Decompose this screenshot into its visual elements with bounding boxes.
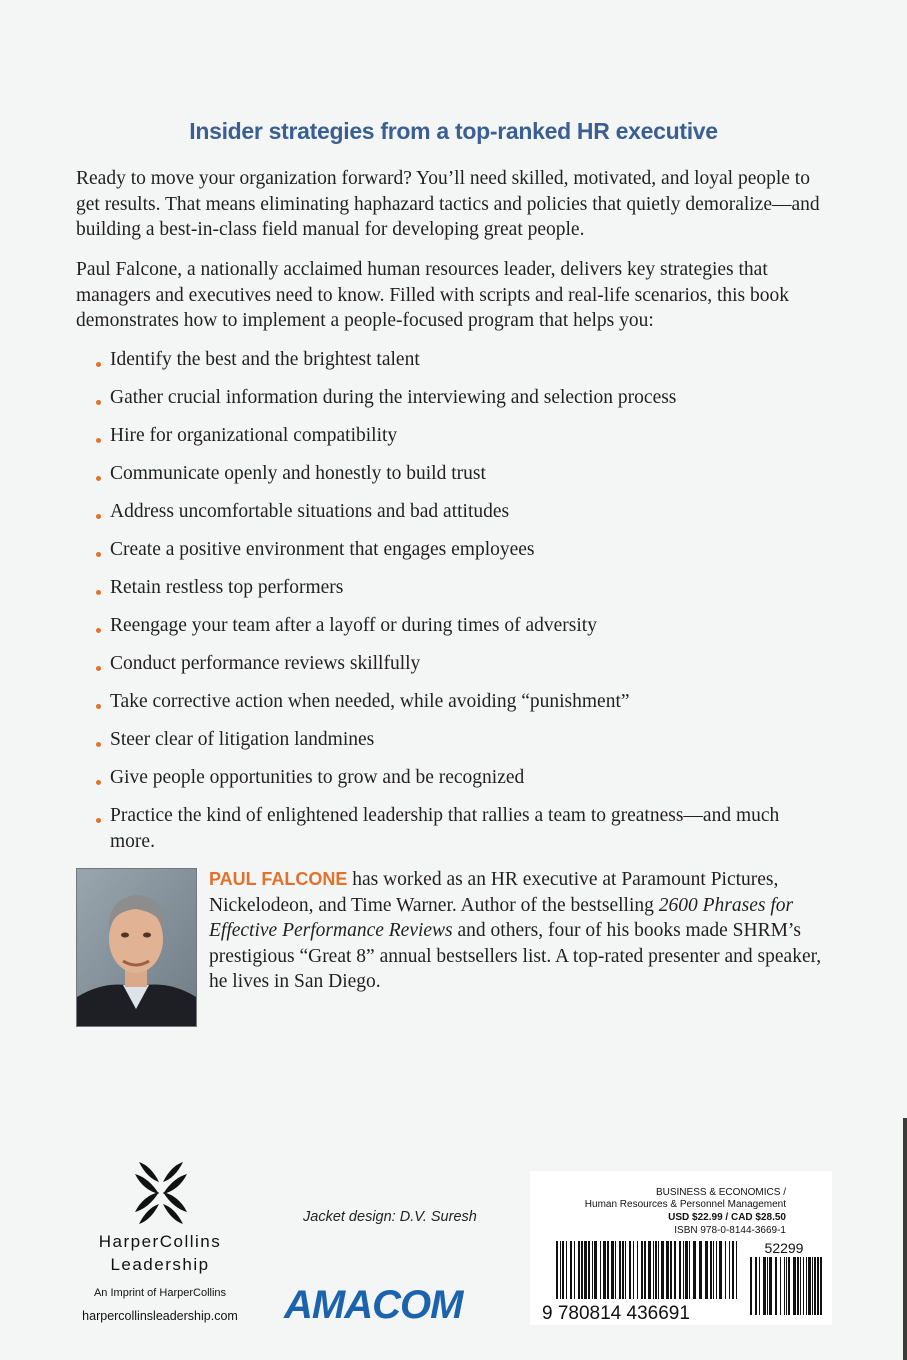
intro-paragraph-1: Ready to move your organization forward? You’ll need skilled, motivated, and loyal people to get results. That means eliminating haphazard tactics and policies that quietly demoralize—and building a best-in-class field manual for developing great people. xyxy=(76,168,820,240)
bullet-icon xyxy=(96,362,101,367)
bullet-icon xyxy=(96,552,101,557)
barcode-panel xyxy=(530,1171,832,1325)
list-item: Identify the best and the brightest talent xyxy=(96,347,826,385)
barcode-icon xyxy=(538,1237,828,1323)
barcode-subcategory: Human Resources & Personnel Management xyxy=(584,1199,786,1210)
list-item: Communicate openly and honestly to build trust xyxy=(96,461,826,499)
list-item: Conduct performance reviews skillfully xyxy=(96,651,826,689)
list-item: Reengage your team after a layoff or during times of adversity xyxy=(96,613,826,651)
bullet-icon xyxy=(96,780,101,785)
bullet-icon xyxy=(96,742,101,747)
barcode-category: BUSINESS & ECONOMICS / xyxy=(655,1187,786,1198)
headline: Insider strategies from a top-ranked HR executive xyxy=(189,118,718,144)
bullet-icon xyxy=(96,476,101,481)
edge-line xyxy=(903,1118,907,1360)
harpercollins-logo-icon xyxy=(133,1160,189,1226)
ean-digits: 9 780814 436691 xyxy=(542,1303,690,1323)
list-item: Hire for organizational compatibility xyxy=(96,423,826,461)
list-item: Practice the kind of enlightened leadership that rallies a team to greatness—and much more. xyxy=(96,803,826,854)
list-item: Address uncomfortable situations and bad attitudes xyxy=(96,499,826,537)
amacom-logo: AMACOM xyxy=(284,1283,463,1327)
bullet-icon xyxy=(96,704,101,709)
author-bio: PAUL FALCONE has worked as an HR executive at Paramount Pictures, Nickelodeon, and Time Warner. Author of the bestselling 2600 Phrases for Effective Performance Reviews and others, four of his books made SHRM’s prestigious “Great 8” annual bestsellers list. A top-rated presenter and speaker, he lives in San Diego. xyxy=(209,869,822,992)
jacket-credit: Jacket design: D.V. Suresh xyxy=(303,1209,477,1225)
bullet-icon xyxy=(96,514,101,519)
publisher-name: HarperCollins Leadership xyxy=(98,1232,222,1274)
barcode-price: USD $22.99 / CAD $28.50 xyxy=(668,1212,786,1223)
book-title: 2600 Phrases for Effective Performance Reviews xyxy=(209,894,794,941)
barcode-isbn: ISBN 978-0-8144-3669-1 xyxy=(674,1225,786,1236)
list-item: Take corrective action when needed, while avoiding “punishment” xyxy=(96,689,826,727)
author-photo xyxy=(76,868,197,1027)
bullet-icon xyxy=(96,628,101,633)
list-item: Give people opportunities to grow and be recognized xyxy=(96,765,826,803)
feature-list xyxy=(96,347,826,854)
price-code: 52299 xyxy=(764,1240,804,1256)
intro-paragraph-2: Paul Falcone, a nationally acclaimed human resources leader, delivers key strategies that managers and executives need to know. Filled with scripts and real-life scenarios, this book demonstrates how to implement a people-focused program that helps you: xyxy=(76,259,789,331)
list-item: Steer clear of litigation landmines xyxy=(96,727,826,765)
list-item: Create a positive environment that engages employees xyxy=(96,537,826,575)
author-name: PAUL FALCONE xyxy=(209,869,348,889)
list-item: Retain restless top performers xyxy=(96,575,826,613)
bullet-icon xyxy=(96,438,101,443)
bullet-icon xyxy=(96,666,101,671)
bullet-icon xyxy=(96,590,101,595)
list-item: Gather crucial information during the interviewing and selection process xyxy=(96,385,826,423)
publisher-url: harpercollinsleadership.com xyxy=(82,1309,238,1323)
bullet-icon xyxy=(96,818,101,823)
bullet-icon xyxy=(96,400,101,405)
publisher-imprint: An Imprint of HarperCollins xyxy=(93,1287,227,1299)
